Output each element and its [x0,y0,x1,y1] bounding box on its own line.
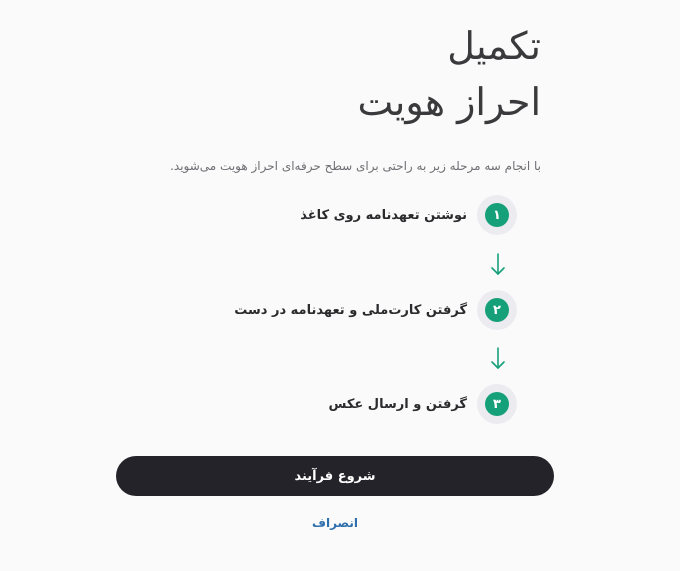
page-title-line-2: احراز هویت [357,80,541,124]
step-2 [234,290,517,330]
step-label: نوشتن تعهدنامه روی کاغذ [300,207,467,223]
step-badge [477,290,517,330]
step-badge [477,384,517,424]
page-subtitle: با انجام سه مرحله زیر به راحتی برای سطح حرفه‌ای احراز هویت می‌شوید. [170,159,541,173]
step-1 [300,195,517,235]
step-badge [477,195,517,235]
step-3 [328,384,517,424]
step-label: گرفتن و ارسال عکس [328,396,467,412]
cancel-link[interactable]: انصراف [312,516,358,530]
page-title [357,18,541,130]
start-process-button[interactable]: شروع فرآیند [116,456,554,496]
step-label: گرفتن کارت‌ملی و تعهدنامه در دست [234,302,467,318]
arrow-down-icon [488,252,508,278]
step-number: ۳ [485,392,509,416]
arrow-down-icon [488,346,508,372]
page-title-line-1: تکمیل [447,24,541,68]
step-number: ۲ [485,298,509,322]
step-number: ۱ [485,203,509,227]
